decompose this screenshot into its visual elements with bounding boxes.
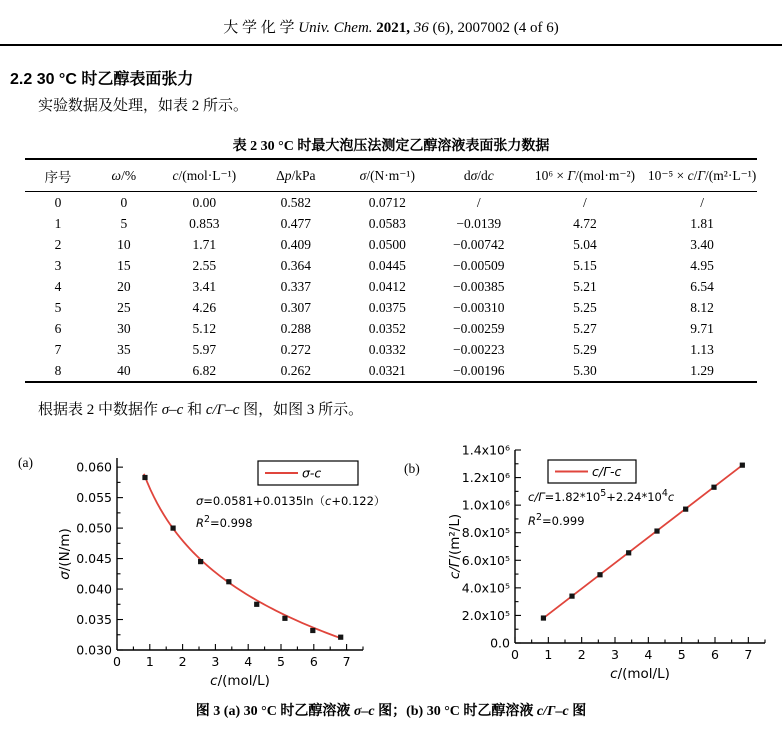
journal-header: 大 学 化 学 Univ. Chem. 2021, 36 (6), 2007002 (4 of 6) (223, 20, 559, 36)
svg-text:0: 0 (511, 647, 519, 662)
table-cell: 40 (117, 362, 131, 378)
svg-text:c/Γ=1.82*105+2.24*104c: $c/\Gamma=1.82*10^5+2.24*10^4c$ (528, 488, 675, 504)
svg-text:7: 7 (744, 647, 753, 662)
table-cell: / (583, 194, 587, 210)
table-cell: 0.582 (280, 194, 311, 210)
table-row (25, 213, 757, 234)
table-row (25, 297, 757, 318)
table-row (25, 339, 757, 360)
column-header: 10⁻⁵ × c/Γ/(m²·L⁻¹) (647, 159, 757, 192)
table-row (25, 255, 757, 276)
column-header: 10⁶ × Γ/(mol·m⁻²) (523, 159, 647, 192)
table-cell: 15 (117, 257, 131, 273)
svg-text:6: 6 (309, 654, 318, 669)
table-cell: 1 (54, 215, 62, 231)
table-cell: −0.00223 (453, 341, 505, 357)
svg-text:c/(mol/L): c/(mol/L) (210, 673, 270, 689)
svg-text:1.2x10⁶: 1.2x10⁶ (461, 470, 510, 486)
table-cell: 5.29 (573, 341, 597, 357)
svg-text:5: 5 (677, 647, 686, 662)
header-rule (0, 44, 782, 46)
table-cell: 3.41 (192, 278, 217, 294)
figure-caption: 图 3 (a) 30 °C 时乙醇溶液 σ–c 图；(b) 30 °C 时乙醇溶液 c/Γ–c 图 (195, 704, 587, 719)
column-header: ω/% (91, 159, 157, 192)
table-cell: 1.29 (690, 362, 714, 378)
svg-text:7: 7 (342, 654, 351, 669)
table-cell: −0.0139 (456, 215, 502, 231)
table-cell: 5.15 (573, 257, 597, 273)
column-header: 序号 (25, 159, 91, 192)
table-cell: 0.272 (280, 341, 311, 357)
table-row (25, 192, 757, 214)
table-cell: −0.00259 (453, 320, 505, 336)
svg-text:3: 3 (211, 654, 220, 669)
table-cell: 1.81 (690, 215, 714, 231)
table-cell: −0.00742 (453, 236, 505, 252)
table-cell: 0.0321 (368, 362, 406, 378)
svg-text:1: 1 (145, 654, 154, 669)
svg-text:2.0x10⁵: 2.0x10⁵ (461, 607, 510, 623)
chart-cgamma-vs-c (398, 443, 782, 693)
table-cell: 0.364 (280, 257, 311, 273)
column-header: Δp/kPa (252, 159, 340, 192)
table-cell: 3 (54, 257, 62, 273)
svg-text:(b): (b) (404, 461, 420, 476)
svg-text:σ=0.0581+0.0135ln（c+0.122）: σ=0.0581+0.0135ln（c+0.122） (196, 494, 386, 508)
svg-text:0.030: 0.030 (76, 642, 112, 658)
svg-text:σ/(N/m): σ/(N/m) (57, 528, 73, 580)
table-cell: −0.00196 (453, 362, 505, 378)
table-cell: 5.04 (573, 236, 597, 252)
table-cell: 5.97 (192, 341, 217, 357)
svg-text:0.060: 0.060 (76, 459, 112, 475)
table-cell: 0.409 (280, 236, 311, 252)
paragraph-intro: 实验数据及处理，如表 2 所示。 (38, 98, 249, 114)
svg-text:(a): (a) (18, 455, 33, 470)
svg-text:0: 0 (113, 654, 121, 669)
table-cell: 6.82 (192, 362, 217, 378)
table-cell: 0.0332 (368, 341, 406, 357)
table-cell: 4.72 (573, 215, 597, 231)
table-cell: 5.30 (573, 362, 597, 378)
table-cell: 0.0352 (368, 320, 406, 336)
table-cell: 2 (54, 236, 62, 252)
table-cell: 5.25 (573, 299, 597, 315)
table-cell: 0.0412 (368, 278, 406, 294)
table-cell: 1.13 (690, 341, 714, 357)
table-cell: 0.0583 (368, 215, 406, 231)
table-cell: 5.21 (573, 278, 597, 294)
svg-text:2: 2 (178, 654, 187, 669)
column-header: σ/(N·m⁻¹) (340, 159, 435, 192)
table-cell: 0.0375 (368, 299, 406, 315)
svg-text:0.0: 0.0 (490, 635, 510, 651)
svg-text:0.050: 0.050 (76, 520, 112, 536)
table-row (25, 234, 757, 255)
table-cell: 0.00 (192, 194, 217, 210)
table-cell: −0.00310 (453, 299, 505, 315)
table-title: 表 2 30 °C 时最大泡压法测定乙醇溶液表面张力数据 (232, 139, 550, 154)
svg-text:R2=0.999: $R^2=0.999$ (528, 512, 585, 528)
chart-sigma-vs-c (12, 445, 397, 695)
svg-text:4: 4 (644, 647, 653, 662)
table-cell: 1.71 (192, 236, 217, 252)
table-cell: −0.00509 (453, 257, 505, 273)
table-cell: 8 (54, 362, 62, 378)
svg-text:0.045: 0.045 (76, 551, 112, 567)
table-header-row (25, 159, 757, 192)
table-cell: 0.0445 (368, 257, 406, 273)
table-cell: 0.307 (280, 299, 311, 315)
table-cell: 6.54 (690, 278, 714, 294)
table-cell: 8.12 (690, 299, 714, 315)
table-cell: 9.71 (690, 320, 714, 336)
svg-text:5: 5 (277, 654, 285, 669)
table-cell: 10 (117, 236, 131, 252)
column-header: c/(mol·L⁻¹) (157, 159, 252, 192)
section-heading: 2.2 30 °C 时乙醇表面张力 (10, 71, 194, 88)
svg-text:1: 1 (544, 647, 553, 662)
svg-text:8.0x10⁵: 8.0x10⁵ (461, 525, 510, 541)
table-cell: 0.853 (189, 215, 220, 231)
svg-text:2: 2 (577, 647, 586, 662)
column-header: dσ/dc (435, 159, 523, 192)
table-cell: / (700, 194, 704, 210)
table-cell: 6 (54, 320, 62, 336)
table-cell: 3.40 (690, 236, 714, 252)
paragraph-figure-ref: 根据表 2 中数据作 σ–c 和 c/Γ–c 图，如图 3 所示。 (38, 402, 364, 418)
table-cell: 35 (117, 341, 131, 357)
table-cell: 2.55 (192, 257, 217, 273)
table-cell: 4.26 (192, 299, 217, 315)
table-row (25, 360, 757, 382)
table-body (25, 192, 757, 383)
table-cell: 0.337 (280, 278, 311, 294)
table-row (25, 276, 757, 297)
table-cell: 0.0500 (368, 236, 406, 252)
svg-text:1.0x10⁶: 1.0x10⁶ (461, 497, 510, 513)
table-cell: 0 (54, 194, 62, 210)
table-cell: 0.262 (280, 362, 311, 378)
table-cell: 30 (117, 320, 131, 336)
table-row (25, 318, 757, 339)
table-cell: 0.477 (280, 215, 311, 231)
table-cell: 20 (117, 278, 131, 294)
svg-text:σ-c: σ-c (302, 465, 322, 481)
table-cell: 5 (54, 299, 62, 315)
table-cell: 4 (54, 278, 62, 294)
svg-text:0.040: 0.040 (76, 581, 112, 597)
table-cell: 5.12 (192, 320, 217, 336)
table-cell: −0.00385 (453, 278, 505, 294)
svg-text:6.0x10⁵: 6.0x10⁵ (461, 552, 510, 568)
table-cell: 0 (120, 194, 128, 210)
svg-text:c/Γ-c: c/Γ-c (592, 463, 622, 479)
table-cell: 5.27 (573, 320, 597, 336)
svg-text:1.4x10⁶: 1.4x10⁶ (461, 443, 510, 458)
svg-text:R2=0.998: $R^2=0.998$ (196, 514, 253, 530)
svg-text:4: 4 (244, 654, 253, 669)
table-cell: 25 (117, 299, 131, 315)
svg-text:c/Γ/(m²/L): c/Γ/(m²/L) (447, 513, 463, 580)
svg-text:6: 6 (711, 647, 719, 662)
table-cell: 5 (120, 215, 128, 231)
svg-text:3: 3 (611, 647, 619, 662)
svg-text:c/(mol/L): c/(mol/L) (610, 666, 670, 682)
table-cell: / (476, 194, 481, 210)
svg-text:4.0x10⁵: 4.0x10⁵ (461, 580, 510, 596)
svg-text:0.055: 0.055 (76, 490, 112, 506)
table-cell: 0.0712 (368, 194, 406, 210)
data-table (25, 158, 757, 383)
table-cell: 7 (54, 341, 62, 357)
table-cell: 0.288 (280, 320, 311, 336)
svg-text:0.035: 0.035 (76, 612, 112, 628)
table-cell: 4.95 (690, 257, 714, 273)
